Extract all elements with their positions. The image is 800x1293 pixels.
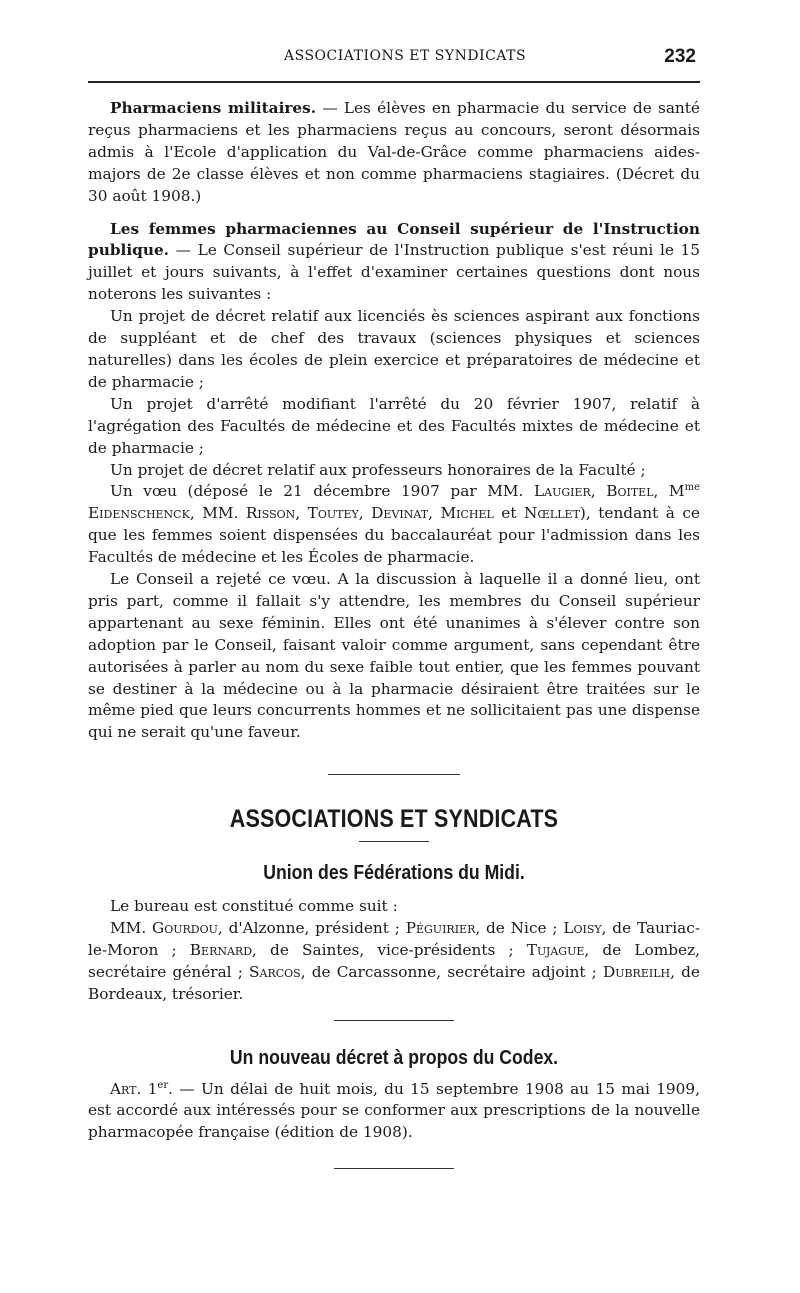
paragraph-rejet: Le Conseil a rejeté ce vœu. A la discussion à laquelle il a donné lieu, ont pris part, comme il fallait s'y attendre, les membres du Conseil supérieur appartenant au sexe féminin. Elles ont été unanimes à s'élever contre son adoption par le Conseil, faisant valoir comme argument, sans cependant être autorisées à parler au nom du sexe faible tout entier, que les femmes pouvant se destiner à la médecine ou à la pharmacie désiraient être traitées sur le même pied que leurs concurrents hommes et ne sollicitaient pas une dispense qui ne serait qu'une faveur. (88, 570, 700, 742)
text: , de Saintes, vice-présidents ; (252, 940, 527, 959)
subsection-title-union: Union des Fédérations du Midi. (263, 861, 525, 885)
name-devinat: Devinat (371, 504, 429, 523)
end-separator (334, 1168, 454, 1169)
page-number: 232 (664, 46, 696, 67)
mme-superscript: me (684, 482, 700, 494)
text: , de Carcassonne, secrétaire adjoint ; (300, 962, 603, 981)
subsection-title-codex: Un nouveau décret à propos du Codex. (229, 1045, 559, 1069)
name-laugier: Laugier (533, 482, 591, 501)
header-rule (88, 81, 700, 83)
name-risson: Risson (245, 504, 296, 523)
sep: , (295, 504, 308, 523)
sep: , (590, 482, 607, 501)
voeu-text-end: ), tendant à ce que les femmes soient dispensées du baccalauréat pour l'admission dans les Facultés de médecine et les Écoles de pharmacie. (88, 504, 700, 567)
name-michel: Michel (440, 504, 494, 523)
article-body (88, 98, 700, 1169)
name-toutey: Toutey (307, 504, 359, 523)
voeu-text-start: Un vœu (déposé le 21 décembre 1907 par MM. (110, 482, 534, 501)
article-label: Art. 1 (110, 1079, 158, 1098)
paragraph-item-3: Un projet de décret relatif aux professeurs honoraires de la Faculté ; (110, 460, 646, 479)
name-eidenschenck: Eidenschenck (88, 504, 190, 523)
paragraph-bureau-intro: Le bureau est constitué comme suit : (110, 897, 398, 916)
section-title: ASSOCIATIONS ET SYNDICATS (229, 805, 559, 834)
sep: et (493, 504, 525, 523)
name-dubreilh: Dubreilh (602, 962, 671, 981)
text: , d'Alzonne, président ; (217, 919, 406, 937)
mm-label: MM. (110, 919, 152, 937)
name-bernard: Bernard (189, 940, 253, 959)
sep: , (358, 504, 372, 523)
paragraph-femmes-intro (88, 219, 700, 307)
running-head (88, 48, 700, 70)
name-noellet: Nœllet (524, 504, 580, 523)
sep: , MM. (189, 504, 246, 523)
running-title: ASSOCIATIONS ET SYNDICATS (284, 48, 527, 64)
paragraph-bureau-members (88, 918, 700, 1006)
sep: , (428, 504, 441, 523)
article-superscript: er (157, 1079, 169, 1091)
sep: , M (653, 482, 685, 501)
text-femmes-intro: — Le Conseil supérieur de l'Instruction publique s'est réuni le 15 juillet et jours suivants, à l'effet d'examiner certaines questions dont nous noterons les suivantes : (88, 241, 700, 304)
paragraph-item-1: Un projet de décret relatif aux licenciés ès sciences aspirant aux fonctions de suppléant et de chef des travaux (sciences physiques et sciences naturelles) dans les écoles de plein exercice et préparatoires de médecine et de pharmacie ; (88, 307, 700, 391)
heading-femmes-pharmaciennes: Les femmes pharmaciennes au Conseil supérieur de l'Instruction publique. (88, 219, 700, 260)
text: , de Bordeaux, trésorier. (88, 962, 700, 1003)
text: , de Lombez, secrétaire général ; (88, 940, 700, 981)
name-peguirier: Péguirier (405, 919, 476, 937)
name-boitel: Boitel (606, 482, 654, 501)
text: , de Nice ; (475, 919, 564, 937)
paragraph-voeu (88, 481, 700, 569)
article-text: . — Un délai de huit mois, du 15 septembre 1908 au 15 mai 1909, est accordé aux intéressés pour se conformer aux prescriptions de la nouvelle pharmacopée française (édition de 1908). (88, 1079, 700, 1142)
name-sarcos: Sarcos (249, 962, 301, 981)
paragraph-pharmaciens-militaires (88, 98, 700, 208)
paragraph-codex-article (88, 1079, 700, 1145)
paragraph-item-2: Un projet d'arrêté modifiant l'arrêté du 20 février 1907, relatif à l'agrégation des Facultés de médecine et des Facultés mixtes de médecine et de pharmacie ; (88, 394, 700, 457)
name-tujague: Tujague (526, 940, 585, 959)
heading-pharmaciens-militaires: Pharmaciens militaires. (110, 99, 317, 117)
text-pharmaciens-militaires: — Les élèves en pharmacie du service de santé reçus pharmaciens et les pharmaciens reçus au concours, seront désormais admis à l'Ecole d'application du Val-de-Grâce comme pharmaciens aides-majors de 2e classe élèves et non comme pharmaciens stagiaires. (Décret du 30 août 1908.) (88, 99, 700, 205)
name-loisy: Loisy (563, 919, 602, 937)
text: , de Tauriac-le-Moron ; (88, 919, 700, 959)
name-gourdou: Gourdou (152, 919, 218, 937)
